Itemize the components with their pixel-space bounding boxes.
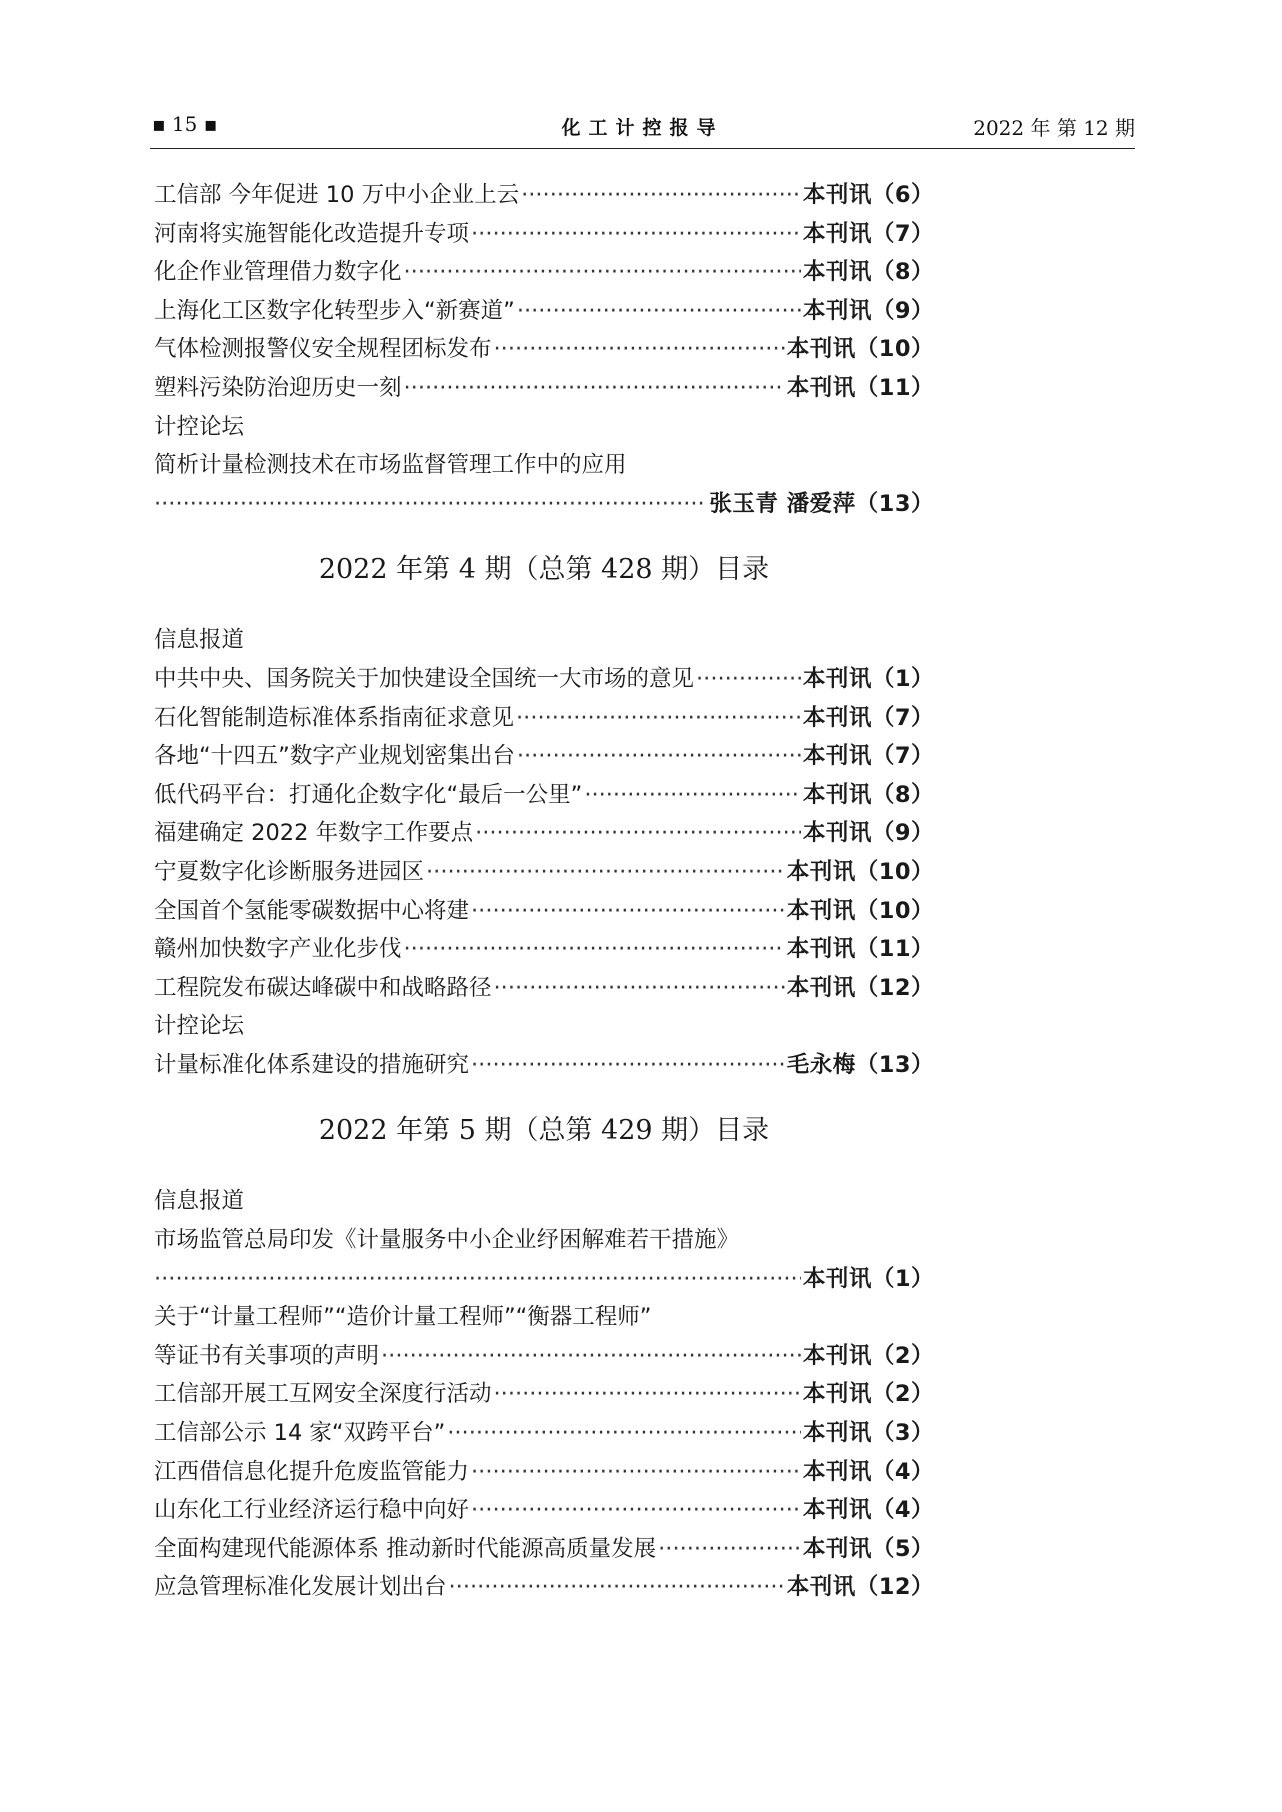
issue-heading: 2022 年第 5 期（总第 429 期）目录 [318,1115,770,1147]
toc-list-previous [154,176,934,523]
entry-title: 塑料污染防治迎历史一刻 [154,374,402,401]
toc-entry [154,369,934,408]
leader-dots [471,892,785,931]
entry-attribution: 本刊讯（8） [802,259,934,286]
leader-dots [516,699,801,738]
leader-dots [404,369,785,408]
issue-heading: 2022 年第 4 期（总第 428 期）目录 [318,554,770,586]
entry-attribution: 本刊讯（9） [802,297,934,324]
section-heading: 信息报道 [154,627,245,654]
toc-entry [154,969,934,1008]
toc-entry-continuation [154,1260,934,1299]
entry-title: 工信部公示 14 家“双跨平台” [154,1420,446,1447]
issue-label: 2022 年 第 12 期 [973,116,1135,140]
entry-title: 工程院发布碳达峰碳中和战略路径 [154,974,492,1001]
leader-dots [154,1260,801,1299]
leader-dots [517,292,801,331]
leader-dots [381,1337,801,1376]
leader-dots [154,485,707,524]
entry-title: 上海化工区数字化转型步入“新赛道” [154,297,515,324]
entry-title: 市场监管总局印发《计量服务中小企业纾困解难若干措施》 [154,1227,740,1254]
toc-entry [154,699,934,738]
toc-entry [154,292,934,331]
entry-title: 福建确定 2022 年数字工作要点 [154,820,474,847]
entry-attribution: 本刊讯（7） [802,743,934,770]
leader-dots [494,330,785,369]
entry-title: 各地“十四五”数字产业规划密集出台 [154,743,515,770]
page-header [150,108,1135,149]
entry-title: 关于“计量工程师”“造价计量工程师”“衡器工程师” [154,1304,652,1331]
entry-attribution: 本刊讯（1） [802,1265,934,1292]
toc-entry [154,253,934,292]
leader-dots [471,1491,801,1530]
toc-entry-continuation [154,485,934,524]
leader-dots [521,176,801,215]
leader-dots [404,930,785,969]
toc-entry [154,660,934,699]
toc-entry [154,930,934,969]
entry-title: 气体检测报警仪安全规程团标发布 [154,336,492,363]
toc-entry [154,215,934,254]
entry-title: 低代码平台：打通化企数字化“最后一公里” [154,781,583,808]
leader-dots [471,1453,801,1492]
entry-attribution: 本刊讯（10） [786,897,934,924]
entry-title-continuation: 等证书有关事项的声明 [154,1342,380,1369]
entry-title: 江西借信息化提升危废监管能力 [154,1458,470,1485]
leader-dots [447,1414,801,1453]
entry-title: 中共中央、国务院关于加快建设全国统一大市场的意见 [154,665,695,692]
section-heading: 计控论坛 [154,413,245,440]
entry-attribution: 本刊讯（3） [802,1420,934,1447]
entry-title: 计量标准化体系建设的措施研究 [154,1051,470,1078]
entry-attribution: 本刊讯（10） [786,858,934,885]
toc-entry [154,737,934,776]
entry-title: 宁夏数字化诊断服务进园区 [154,858,425,885]
entry-attribution: 本刊讯（1） [802,665,934,692]
leader-dots [426,853,785,892]
toc-entry [154,1375,934,1414]
section-heading: 计控论坛 [154,1013,245,1040]
leader-dots [475,814,801,853]
toc-entry [154,1530,934,1569]
entry-title: 应急管理标准化发展计划出台 [154,1574,447,1601]
leader-dots [471,1046,785,1085]
entry-title: 石化智能制造标准体系指南征求意见 [154,704,515,731]
entry-attribution: 本刊讯（11） [786,936,934,963]
toc-entry [154,776,934,815]
entry-attribution: 本刊讯（9） [802,820,934,847]
page-number: ▪ 15 ▪ [152,112,218,136]
toc-entry [154,814,934,853]
toc-entry [154,1568,934,1607]
toc-content [154,176,934,1607]
entry-attribution: 毛永梅（13） [786,1051,934,1078]
entry-attribution: 本刊讯（4） [802,1458,934,1485]
toc-entry [154,1046,934,1085]
entry-attribution: 本刊讯（7） [802,220,934,247]
journal-title: 化工计控报导 [561,117,724,139]
entry-attribution: 本刊讯（10） [786,336,934,363]
entry-attribution: 本刊讯（5） [802,1535,934,1562]
entry-title: 全面构建现代能源体系 推动新时代能源高质量发展 [154,1535,657,1562]
entry-title: 工信部 今年促进 10 万中小企业上云 [154,182,520,208]
toc-entry [154,1337,934,1376]
entry-title: 河南将实施智能化改造提升专项 [154,220,470,247]
entry-attribution: 本刊讯（11） [786,374,934,401]
leader-dots [404,253,801,292]
entry-title: 简析计量检测技术在市场监督管理工作中的应用 [154,452,627,479]
entry-title: 化企作业管理借力数字化 [154,259,402,286]
toc-entry [154,330,934,369]
leader-dots [517,737,801,776]
entry-title: 赣州加快数字产业化步伐 [154,936,402,963]
leader-dots [471,215,801,254]
leader-dots [696,660,801,699]
entry-attribution: 张玉青 潘爱萍（13） [709,490,934,517]
toc-entry [154,1414,934,1453]
leader-dots [494,1375,801,1414]
entry-attribution: 本刊讯（2） [802,1342,934,1369]
entry-title: 工信部开展工互网安全深度行活动 [154,1381,492,1408]
leader-dots [584,776,801,815]
entry-attribution: 本刊讯（12） [786,974,934,1001]
leader-dots [494,969,785,1008]
entry-attribution: 本刊讯（8） [802,781,934,808]
entry-attribution: 本刊讯（7） [802,704,934,731]
entry-title: 山东化工行业经济运行稳中向好 [154,1497,470,1524]
section-heading: 信息报道 [154,1188,245,1215]
toc-list-issue-5 [154,1182,934,1607]
entry-attribution: 本刊讯（6） [802,182,934,208]
entry-attribution: 本刊讯（2） [802,1381,934,1408]
leader-dots [658,1530,801,1569]
toc-entry [154,1453,934,1492]
toc-list-issue-4 [154,621,934,1084]
entry-title: 全国首个氢能零碳数据中心将建 [154,897,470,924]
toc-entry [154,1491,934,1530]
entry-attribution: 本刊讯（12） [786,1574,934,1601]
entry-attribution: 本刊讯（4） [802,1497,934,1524]
toc-entry [154,176,934,215]
toc-entry [154,892,934,931]
leader-dots [449,1568,785,1607]
toc-entry [154,853,934,892]
